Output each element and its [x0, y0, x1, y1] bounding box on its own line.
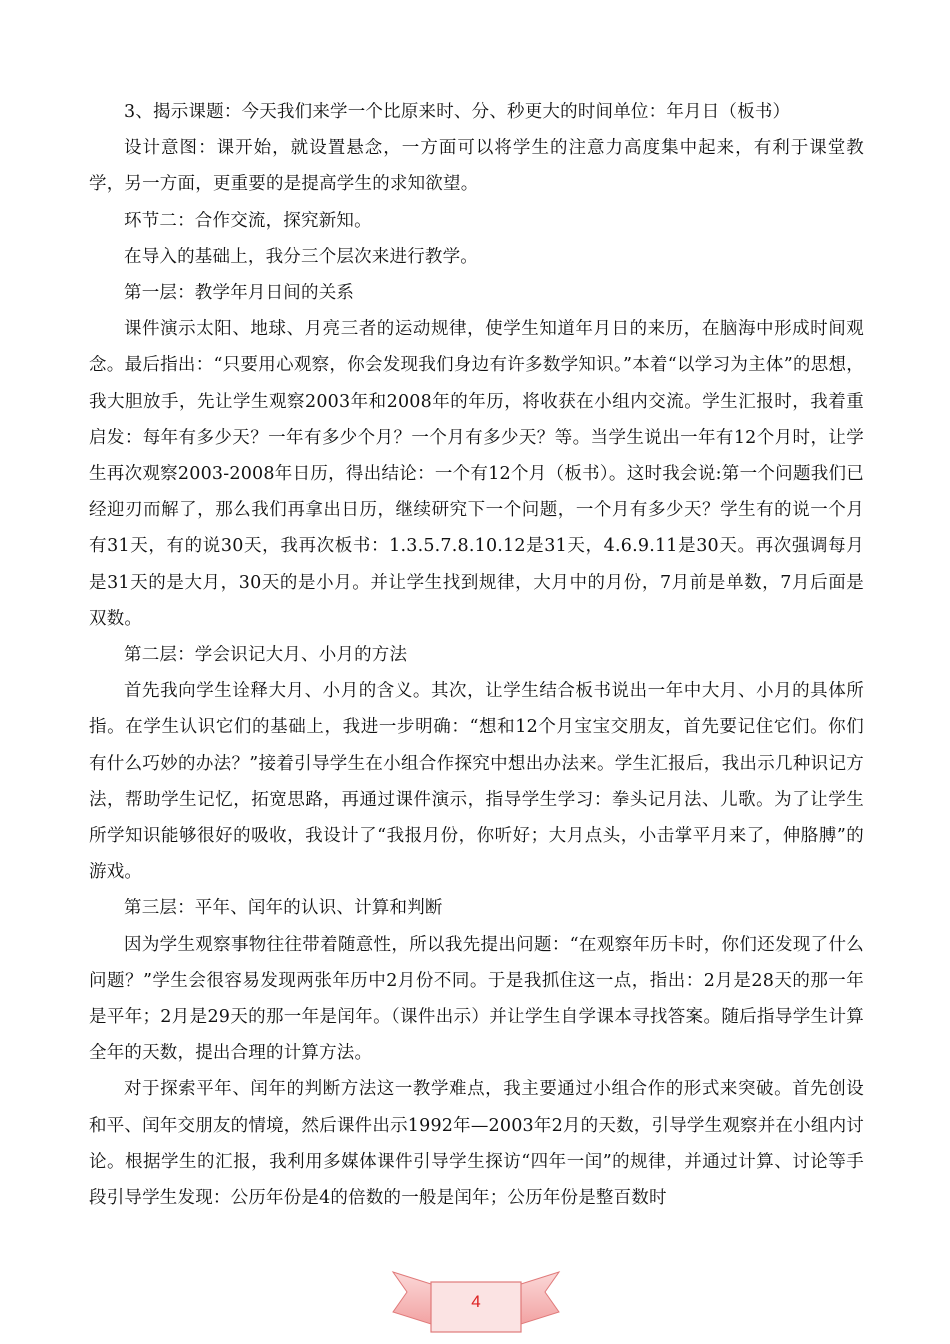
- paragraph-level-one-heading: 第一层：教学年月日间的关系: [124, 283, 355, 304]
- page-number: 4: [471, 1292, 481, 1311]
- paragraph-reveal-topic: 3、揭示课题：今天我们来学一个比原来时、分、秒更大的时间单位：年月日（板书）: [124, 102, 791, 122]
- document-body: [89, 94, 864, 1216]
- paragraph-level-two-body: 首先我向学生诠释大月、小月的含义。其次，让学生结合板书说出一年中大月、小月的具体所指。在学生认识它们的基础上，我进一步明确：“想和12个月宝宝交朋友，首先要记住它们。你们有什么巧妙的办法？”接着引导学生在小组合作探究中想出办法来。学生汇报后，我出示几种识记方法，帮助学生记忆，拓宽思路，再通过课件演示，指导学生学习：拳头记月法、儿歌。为了让学生所学知识能够很好的吸收，我设计了“我报月份，你听好；大月点头，小击掌平月来了，伸胳膊”的游戏。: [89, 681, 864, 883]
- paragraph-design-intent: 设计意图：课开始，就设置悬念，一方面可以将学生的注意力高度集中起来，有利于课堂教学，另一方面，更重要的是提高学生的求知欲望。: [89, 138, 864, 195]
- paragraph-leap-year-method: 对于探索平年、闰年的判断方法这一教学难点，我主要通过小组合作的形式来突破。首先创设和平、闰年交朋友的情境，然后课件出示1992年—2003年2月的天数，引导学生观察并在小组内讨论。根据学生的汇报，我利用多媒体课件引导学生探访“四年一闰”的规律，并通过计算、讨论等手段引导学生发现：公历年份是4的倍数的一般是闰年；公历年份是整百数时: [89, 1079, 864, 1209]
- paragraph-level-two-heading: 第二层：学会识记大月、小月的方法: [124, 645, 408, 666]
- page-footer-ribbon: [391, 1262, 561, 1342]
- paragraph-level-three-heading: 第三层：平年、闰年的认识、计算和判断: [124, 898, 443, 919]
- paragraph-section-two-heading: 环节二：合作交流，探究新知。: [124, 210, 372, 231]
- paragraph-level-three-body: 因为学生观察事物往往带着随意性，所以我先提出问题：“在观察年历卡时，你们还发现了什么问题？”学生会很容易发现两张年历中2月份不同。于是我抓住这一点，指出：2月是28天的那一年是平年；2月是29天的那一年是闰年。（课件出示）并让学生自学课本寻找答案。随后指导学生计算全年的天数，提出合理的计算方法。: [89, 934, 864, 1064]
- paragraph-three-levels: 在导入的基础上，我分三个层次来进行教学。: [124, 246, 478, 267]
- paragraph-level-one-body: 课件演示太阳、地球、月亮三者的运动规律，使学生知道年月日的来历，在脑海中形成时间观念。最后指出：“只要用心观察，你会发现我们身边有许多数学知识。”本着“以学习为主体”的思想，我大胆放手，先让学生观察2003年和2008年的年历，将收获在小组内交流。学生汇报时，我着重启发：每年有多少天？一年有多少个月？一个月有多少天？等。当学生说出一年有12个月时，让学生再次观察2003-2008年日历，得出结论：一个有12个月（板书）。这时我会说:第一个问题我们已经迎刃而解了，那么我们再拿出日历，继续研究下一个问题，一个月有多少天？学生有的说一个月有31天，有的说30天，我再次板书：1.3.5.7.8.10.12是31天，4.6.9.11是30天。再次强调每月是31天的是大月，30天的是小月。并让学生找到规律，大月中的月份，7月前是单数，7月后面是双数。: [89, 319, 864, 629]
